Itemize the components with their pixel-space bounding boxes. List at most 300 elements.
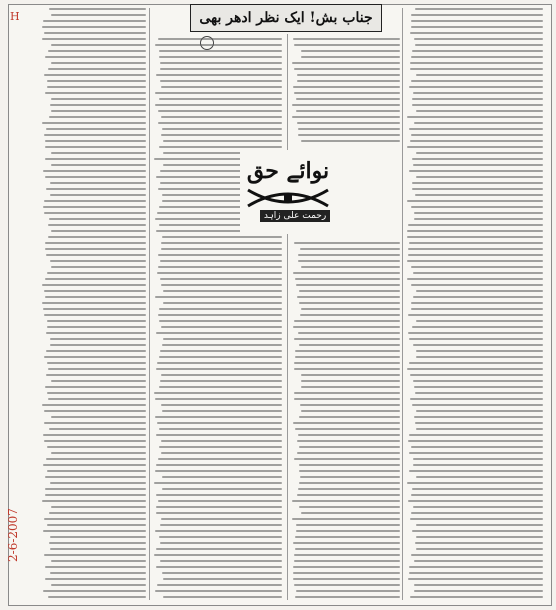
text-line — [294, 68, 400, 70]
text-line — [416, 428, 543, 430]
text-line — [44, 290, 146, 292]
text-line — [161, 440, 282, 442]
text-line — [49, 116, 146, 118]
text-line — [411, 26, 543, 28]
text-line — [50, 482, 146, 484]
text-line — [411, 14, 543, 16]
text-line — [45, 476, 146, 478]
text-line — [416, 548, 543, 550]
text-line — [45, 56, 146, 58]
text-line — [158, 266, 282, 268]
text-line — [49, 542, 146, 544]
text-line — [50, 572, 146, 574]
text-line — [411, 512, 543, 514]
text-line — [42, 38, 146, 40]
text-line — [47, 362, 146, 364]
text-line — [51, 584, 146, 586]
text-line — [414, 122, 543, 124]
text-line — [162, 488, 282, 490]
text-line — [300, 314, 400, 316]
text-line — [45, 494, 146, 496]
text-line — [297, 74, 400, 76]
text-line — [160, 278, 282, 280]
text-line — [47, 470, 146, 472]
text-line — [412, 530, 543, 532]
text-line — [411, 494, 543, 496]
text-line — [415, 8, 543, 10]
text-line — [156, 566, 282, 568]
text-line — [409, 470, 543, 472]
text-line — [293, 566, 400, 568]
text-line — [42, 500, 146, 502]
text-line — [296, 98, 400, 100]
text-line — [47, 272, 146, 274]
text-line — [156, 464, 282, 466]
text-line — [159, 308, 282, 310]
text-line — [295, 428, 400, 430]
text-line — [45, 176, 146, 178]
text-line — [49, 512, 146, 514]
text-line — [156, 512, 282, 514]
text-line — [407, 368, 543, 370]
handwritten-date: 2-6-2007 — [6, 508, 20, 562]
text-line — [163, 140, 282, 142]
text-line — [412, 326, 543, 328]
text-line — [44, 518, 146, 520]
text-line — [47, 86, 146, 88]
text-line — [295, 278, 400, 280]
text-line — [154, 392, 282, 394]
text-line — [409, 170, 543, 172]
text-line — [409, 128, 543, 130]
text-line — [160, 80, 282, 82]
text-line — [159, 146, 282, 148]
text-line — [299, 482, 400, 484]
text-line — [155, 104, 282, 106]
text-line — [43, 590, 146, 592]
text-line — [294, 368, 400, 370]
text-line — [162, 236, 282, 238]
text-line — [157, 584, 282, 586]
text-line — [414, 584, 543, 586]
text-line — [408, 440, 543, 442]
text-line — [416, 110, 543, 112]
text-line — [294, 458, 400, 460]
text-line — [43, 530, 146, 532]
text-line — [408, 332, 543, 334]
text-line — [298, 134, 400, 136]
text-line — [294, 362, 400, 364]
text-line — [163, 338, 282, 340]
text-line — [408, 314, 543, 316]
text-line — [160, 68, 282, 70]
text-line — [296, 524, 400, 526]
text-line — [408, 254, 543, 256]
text-line — [159, 50, 282, 52]
text-line — [44, 314, 146, 316]
text-line — [294, 44, 400, 46]
text-line — [43, 464, 146, 466]
text-line — [410, 596, 543, 598]
text-line — [292, 62, 400, 64]
text-line — [46, 350, 146, 352]
text-line — [158, 110, 282, 112]
text-line — [411, 302, 543, 304]
text-line — [412, 182, 543, 184]
text-line — [416, 524, 543, 526]
column-divider — [287, 34, 288, 600]
text-line — [43, 170, 146, 172]
text-line — [161, 326, 282, 328]
column-logo — [240, 150, 336, 234]
text-line — [413, 506, 543, 508]
text-line — [161, 374, 282, 376]
text-line — [411, 56, 543, 58]
text-line — [300, 476, 400, 478]
text-line — [44, 32, 146, 34]
text-line — [160, 560, 282, 562]
text-line — [155, 92, 282, 94]
text-line — [301, 386, 400, 388]
text-line — [162, 344, 282, 346]
text-line — [414, 386, 543, 388]
text-line — [160, 524, 282, 526]
text-line — [411, 284, 543, 286]
text-line — [44, 422, 146, 424]
text-line — [296, 110, 400, 112]
text-line — [161, 116, 282, 118]
text-line — [297, 494, 400, 496]
text-line — [412, 104, 543, 106]
text-line — [293, 38, 400, 40]
text-line — [46, 332, 146, 334]
text-line — [294, 242, 400, 244]
text-line — [409, 362, 543, 364]
text-line — [49, 218, 146, 220]
text-line — [299, 446, 400, 448]
text-line — [48, 236, 146, 238]
text-line — [415, 542, 543, 544]
text-line — [299, 470, 400, 472]
text-line — [155, 590, 282, 592]
text-line — [410, 140, 543, 142]
text-line — [409, 572, 543, 574]
text-line — [416, 290, 543, 292]
text-line — [46, 128, 146, 130]
text-line — [44, 200, 146, 202]
text-line — [293, 272, 400, 274]
text-line — [161, 452, 282, 454]
text-line — [45, 386, 146, 388]
text-line — [301, 56, 400, 58]
text-line — [415, 392, 543, 394]
text-line — [156, 74, 282, 76]
text-line — [154, 482, 282, 484]
text-line — [407, 230, 543, 232]
text-line — [159, 98, 282, 100]
text-line — [160, 62, 282, 64]
text-line — [45, 566, 146, 568]
text-line — [411, 308, 543, 310]
text-line — [44, 74, 146, 76]
text-line — [51, 44, 146, 46]
text-line — [414, 416, 543, 418]
text-line — [298, 260, 400, 262]
text-line — [50, 548, 146, 550]
text-line — [44, 410, 146, 412]
text-line — [155, 530, 282, 532]
text-line — [158, 458, 282, 460]
text-line — [415, 194, 543, 196]
column-title: نوائے حق — [246, 158, 330, 184]
text-line — [297, 122, 400, 124]
text-line — [50, 194, 146, 196]
text-line — [413, 164, 543, 166]
text-line — [162, 476, 282, 478]
text-line — [45, 488, 146, 490]
text-line — [46, 188, 146, 190]
text-line — [296, 284, 400, 286]
text-line — [163, 578, 282, 580]
text-line — [43, 20, 146, 22]
text-line — [50, 104, 146, 106]
text-line — [51, 560, 146, 562]
text-line — [299, 344, 400, 346]
text-line — [156, 494, 282, 496]
text-line — [162, 128, 282, 130]
text-line — [410, 68, 543, 70]
text-line — [51, 506, 146, 508]
text-line — [157, 272, 282, 274]
text-line — [411, 554, 543, 556]
text-line — [300, 248, 400, 250]
text-line — [411, 20, 543, 22]
text-column-1 — [405, 6, 545, 602]
text-line — [45, 158, 146, 160]
text-line — [51, 452, 146, 454]
text-line — [159, 536, 282, 538]
text-line — [161, 242, 282, 244]
text-line — [416, 350, 543, 352]
text-line — [45, 296, 146, 298]
text-line — [50, 182, 146, 184]
text-line — [298, 434, 400, 436]
text-line — [158, 500, 282, 502]
text-line — [298, 254, 400, 256]
text-line — [292, 518, 400, 520]
text-line — [407, 260, 543, 262]
text-line — [47, 392, 146, 394]
text-line — [292, 500, 400, 502]
text-line — [154, 554, 282, 556]
text-line — [155, 398, 282, 400]
text-line — [295, 548, 400, 550]
text-line — [161, 248, 282, 250]
text-line — [295, 596, 400, 598]
text-line — [294, 554, 400, 556]
text-line — [409, 566, 543, 568]
text-line — [412, 404, 543, 406]
text-line — [45, 578, 146, 580]
text-line — [407, 200, 543, 202]
text-line — [293, 86, 400, 88]
text-line — [50, 536, 146, 538]
text-line — [160, 542, 282, 544]
text-line — [51, 266, 146, 268]
text-line — [413, 92, 543, 94]
text-line — [159, 356, 282, 358]
text-line — [157, 422, 282, 424]
text-line — [43, 434, 146, 436]
text-line — [47, 80, 146, 82]
text-line — [301, 140, 400, 142]
text-line — [407, 236, 543, 238]
text-line — [42, 284, 146, 286]
text-line — [47, 320, 146, 322]
text-line — [156, 434, 282, 436]
text-line — [45, 92, 146, 94]
text-line — [298, 488, 400, 490]
text-line — [416, 320, 543, 322]
text-line — [416, 176, 543, 178]
text-line — [47, 446, 146, 448]
text-line — [43, 206, 146, 208]
text-line — [296, 530, 400, 532]
text-line — [156, 506, 282, 508]
text-line — [301, 380, 400, 382]
text-line — [297, 296, 400, 298]
text-line — [293, 578, 400, 580]
text-line — [407, 116, 543, 118]
text-line — [410, 374, 543, 376]
text-line — [407, 146, 543, 148]
text-line — [414, 590, 543, 592]
text-line — [42, 26, 146, 28]
text-line — [51, 164, 146, 166]
text-line — [44, 440, 146, 442]
text-line — [410, 398, 543, 400]
text-line — [414, 560, 543, 562]
text-line — [293, 422, 400, 424]
text-line — [409, 452, 543, 454]
text-line — [43, 308, 146, 310]
text-line — [298, 332, 400, 334]
text-line — [301, 374, 400, 376]
text-line — [294, 398, 400, 400]
text-line — [299, 302, 400, 304]
text-line — [292, 116, 400, 118]
text-line — [416, 356, 543, 358]
text-line — [155, 470, 282, 472]
text-line — [293, 326, 400, 328]
text-line — [42, 302, 146, 304]
handwritten-corner-mark: H — [10, 10, 20, 23]
text-line — [46, 374, 146, 376]
text-line — [409, 434, 543, 436]
text-line — [163, 290, 282, 292]
text-line — [299, 416, 400, 418]
text-line — [413, 296, 543, 298]
text-line — [292, 104, 400, 106]
text-line — [162, 572, 282, 574]
crossed-swords-icon — [244, 186, 332, 210]
text-line — [409, 242, 543, 244]
text-line — [51, 152, 146, 154]
column-divider — [402, 8, 403, 600]
text-line — [44, 356, 146, 358]
text-line — [163, 596, 282, 598]
text-line — [49, 428, 146, 430]
text-line — [159, 56, 282, 58]
text-line — [294, 560, 400, 562]
text-line — [155, 296, 282, 298]
text-line — [50, 338, 146, 340]
text-line — [294, 338, 400, 340]
text-line — [51, 230, 146, 232]
text-line — [416, 476, 543, 478]
text-line — [412, 158, 543, 160]
text-line — [161, 86, 282, 88]
text-line — [161, 134, 282, 136]
text-line — [159, 320, 282, 322]
text-line — [416, 74, 543, 76]
column-divider — [149, 8, 150, 600]
text-line — [300, 404, 400, 406]
text-column-3 — [152, 36, 284, 602]
text-line — [45, 248, 146, 250]
text-line — [410, 32, 543, 34]
text-line — [409, 86, 543, 88]
text-line — [413, 464, 543, 466]
text-line — [45, 278, 146, 280]
text-line — [301, 266, 400, 268]
text-line — [410, 62, 543, 64]
text-line — [414, 218, 543, 220]
text-line — [50, 344, 146, 346]
text-line — [45, 146, 146, 148]
text-line — [411, 80, 543, 82]
text-line — [161, 518, 282, 520]
text-line — [44, 134, 146, 136]
text-line — [46, 458, 146, 460]
text-line — [412, 50, 543, 52]
text-line — [412, 98, 543, 100]
text-line — [51, 110, 146, 112]
text-line — [46, 254, 146, 256]
text-line — [407, 482, 543, 484]
text-line — [296, 590, 400, 592]
text-line — [414, 212, 543, 214]
text-line — [48, 224, 146, 226]
text-line — [411, 446, 543, 448]
text-line — [414, 38, 543, 40]
text-line — [155, 416, 282, 418]
article-headline: جناب بش! ایک نظر ادھر بھی — [199, 10, 373, 26]
text-line — [297, 452, 400, 454]
text-line — [159, 428, 282, 430]
text-line — [295, 356, 400, 358]
text-line — [44, 212, 146, 214]
text-line — [299, 464, 400, 466]
text-line — [48, 398, 146, 400]
text-line — [161, 404, 282, 406]
text-line — [293, 572, 400, 574]
text-line — [47, 524, 146, 526]
text-line — [159, 446, 282, 448]
text-line — [408, 224, 543, 226]
text-line — [299, 506, 400, 508]
text-line — [410, 518, 543, 520]
